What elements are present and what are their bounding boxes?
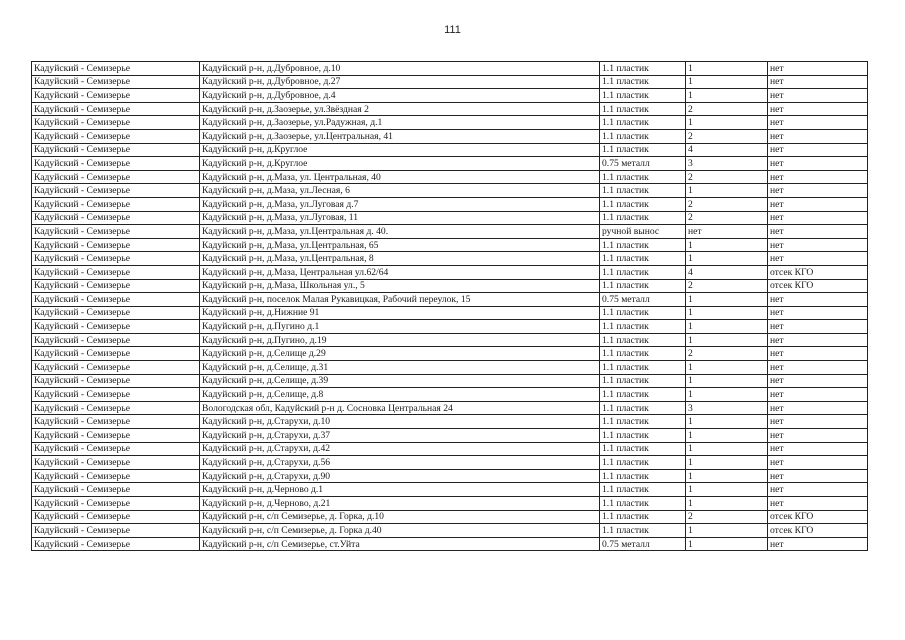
- district-cell: Кадуйский - Семизерье: [32, 497, 200, 511]
- kgo-compartment-cell: нет: [768, 170, 868, 184]
- address-cell: Кадуйский р-н, д.Дубровное, д.4: [200, 89, 600, 103]
- container-type-cell: 1.1 пластик: [600, 238, 686, 252]
- container-count-cell: 1: [686, 320, 768, 334]
- table-row: [32, 170, 868, 184]
- table-row: [32, 456, 868, 470]
- district-cell: Кадуйский - Семизерье: [32, 306, 200, 320]
- container-type-cell: 1.1 пластик: [600, 89, 686, 103]
- container-type-cell: 1.1 пластик: [600, 211, 686, 225]
- district-cell: Кадуйский - Семизерье: [32, 170, 200, 184]
- district-cell: Кадуйский - Семизерье: [32, 157, 200, 171]
- container-type-cell: 1.1 пластик: [600, 415, 686, 429]
- address-cell: Кадуйский р-н, д.Селище, д.39: [200, 374, 600, 388]
- container-count-cell: нет: [686, 225, 768, 239]
- district-cell: Кадуйский - Семизерье: [32, 442, 200, 456]
- district-cell: Кадуйский - Семизерье: [32, 293, 200, 307]
- address-cell: Кадуйский р-н, д.Маза, ул.Луговая д.7: [200, 197, 600, 211]
- kgo-compartment-cell: нет: [768, 442, 868, 456]
- container-count-cell: 1: [686, 537, 768, 551]
- container-count-cell: 4: [686, 265, 768, 279]
- container-count-cell: 2: [686, 170, 768, 184]
- container-type-cell: 1.1 пластик: [600, 102, 686, 116]
- table-row: [32, 197, 868, 211]
- address-cell: Кадуйский р-н, д.Маза, ул.Центральная, 8: [200, 252, 600, 266]
- container-type-cell: 1.1 пластик: [600, 374, 686, 388]
- kgo-compartment-cell: нет: [768, 306, 868, 320]
- kgo-compartment-cell: нет: [768, 347, 868, 361]
- table-row: [32, 89, 868, 103]
- container-type-cell: 1.1 пластик: [600, 197, 686, 211]
- kgo-compartment-cell: нет: [768, 129, 868, 143]
- container-type-cell: 1.1 пластик: [600, 469, 686, 483]
- table-row: [32, 361, 868, 375]
- kgo-compartment-cell: нет: [768, 333, 868, 347]
- address-cell: Кадуйский р-н, д.Старухи, д.42: [200, 442, 600, 456]
- address-cell: Кадуйский р-н, д.Нижние 91: [200, 306, 600, 320]
- table-row: [32, 157, 868, 171]
- table-row: [32, 469, 868, 483]
- container-count-cell: 1: [686, 293, 768, 307]
- container-type-cell: 1.1 пластик: [600, 279, 686, 293]
- container-type-cell: 0.75 металл: [600, 293, 686, 307]
- address-cell: Кадуйский р-н, д.Старухи, д.37: [200, 429, 600, 443]
- table-row: [32, 415, 868, 429]
- kgo-compartment-cell: отсек КГО: [768, 524, 868, 538]
- container-type-cell: 0.75 металл: [600, 157, 686, 171]
- container-count-cell: 1: [686, 415, 768, 429]
- address-cell: Кадуйский р-н, д.Пугино, д.19: [200, 333, 600, 347]
- table-row: [32, 116, 868, 130]
- address-cell: Кадуйский р-н, д.Пугино д.1: [200, 320, 600, 334]
- container-type-cell: 1.1 пластик: [600, 483, 686, 497]
- district-cell: Кадуйский - Семизерье: [32, 401, 200, 415]
- district-cell: Кадуйский - Семизерье: [32, 116, 200, 130]
- kgo-compartment-cell: отсек КГО: [768, 279, 868, 293]
- district-cell: Кадуйский - Семизерье: [32, 129, 200, 143]
- district-cell: Кадуйский - Семизерье: [32, 225, 200, 239]
- container-count-cell: 1: [686, 429, 768, 443]
- kgo-compartment-cell: нет: [768, 537, 868, 551]
- district-cell: Кадуйский - Семизерье: [32, 415, 200, 429]
- container-count-cell: 1: [686, 497, 768, 511]
- page-number: 111: [444, 24, 461, 36]
- district-cell: Кадуйский - Семизерье: [32, 429, 200, 443]
- table-row: [32, 388, 868, 402]
- container-count-cell: 1: [686, 306, 768, 320]
- container-count-cell: 2: [686, 347, 768, 361]
- kgo-compartment-cell: нет: [768, 102, 868, 116]
- container-count-cell: 3: [686, 401, 768, 415]
- district-cell: Кадуйский - Семизерье: [32, 62, 200, 76]
- container-type-cell: 1.1 пластик: [600, 184, 686, 198]
- district-cell: Кадуйский - Семизерье: [32, 89, 200, 103]
- kgo-compartment-cell: нет: [768, 469, 868, 483]
- table-row: [32, 75, 868, 89]
- district-cell: Кадуйский - Семизерье: [32, 456, 200, 470]
- address-cell: Вологодская обл, Кадуйский р-н д. Сосновка Центральная 24: [200, 401, 600, 415]
- address-cell: Кадуйский р-н, с/п Семизерье, д. Горка д.40: [200, 524, 600, 538]
- district-cell: Кадуйский - Семизерье: [32, 469, 200, 483]
- table-row: [32, 374, 868, 388]
- kgo-compartment-cell: нет: [768, 157, 868, 171]
- table-row: [32, 211, 868, 225]
- container-type-cell: 1.1 пластик: [600, 497, 686, 511]
- district-cell: Кадуйский - Семизерье: [32, 510, 200, 524]
- address-cell: Кадуйский р-н, д.Дубровное, д.10: [200, 62, 600, 76]
- table-row: [32, 497, 868, 511]
- address-cell: Кадуйский р-н, д.Маза, ул.Центральная, 65: [200, 238, 600, 252]
- table-row: [32, 524, 868, 538]
- district-cell: Кадуйский - Семизерье: [32, 361, 200, 375]
- container-type-cell: 1.1 пластик: [600, 347, 686, 361]
- district-cell: Кадуйский - Семизерье: [32, 483, 200, 497]
- kgo-compartment-cell: отсек КГО: [768, 265, 868, 279]
- kgo-compartment-cell: нет: [768, 62, 868, 76]
- address-cell: Кадуйский р-н, поселок Малая Рукавицкая, Рабочий переулок, 15: [200, 293, 600, 307]
- district-cell: Кадуйский - Семизерье: [32, 143, 200, 157]
- district-cell: Кадуйский - Семизерье: [32, 333, 200, 347]
- container-count-cell: 1: [686, 442, 768, 456]
- table-row: [32, 265, 868, 279]
- address-cell: Кадуйский р-н, д.Маза, ул.Центральная д. 40.: [200, 225, 600, 239]
- container-count-cell: 4: [686, 143, 768, 157]
- kgo-compartment-cell: нет: [768, 401, 868, 415]
- container-count-cell: 1: [686, 184, 768, 198]
- kgo-compartment-cell: нет: [768, 320, 868, 334]
- table-row: [32, 510, 868, 524]
- container-type-cell: 1.1 пластик: [600, 333, 686, 347]
- address-cell: Кадуйский р-н, д.Маза, Центральная ул.62/64: [200, 265, 600, 279]
- container-count-cell: 1: [686, 483, 768, 497]
- table-row: [32, 225, 868, 239]
- table-row: [32, 238, 868, 252]
- container-type-cell: ручной вынос: [600, 225, 686, 239]
- table-row: [32, 429, 868, 443]
- table-row: [32, 483, 868, 497]
- kgo-compartment-cell: нет: [768, 211, 868, 225]
- kgo-compartment-cell: нет: [768, 184, 868, 198]
- table-row: [32, 333, 868, 347]
- kgo-compartment-cell: нет: [768, 293, 868, 307]
- container-type-cell: 1.1 пластик: [600, 456, 686, 470]
- container-type-cell: 1.1 пластик: [600, 524, 686, 538]
- kgo-compartment-cell: нет: [768, 429, 868, 443]
- address-cell: Кадуйский р-н, д.Заозерье, ул.Центральная, 41: [200, 129, 600, 143]
- table-body: [32, 62, 868, 551]
- address-cell: Кадуйский р-н, д.Черново, д.21: [200, 497, 600, 511]
- address-cell: Кадуйский р-н, д.Маза, Школьная ул., 5: [200, 279, 600, 293]
- container-count-cell: 1: [686, 469, 768, 483]
- container-type-cell: 1.1 пластик: [600, 510, 686, 524]
- kgo-compartment-cell: нет: [768, 89, 868, 103]
- container-type-cell: 1.1 пластик: [600, 361, 686, 375]
- container-count-cell: 2: [686, 279, 768, 293]
- container-count-cell: 2: [686, 197, 768, 211]
- container-type-cell: 1.1 пластик: [600, 320, 686, 334]
- container-type-cell: 1.1 пластик: [600, 170, 686, 184]
- address-cell: Кадуйский р-н, д.Старухи, д.90: [200, 469, 600, 483]
- container-type-cell: 1.1 пластик: [600, 252, 686, 266]
- address-cell: Кадуйский р-н, д.Маза, ул.Лесная, 6: [200, 184, 600, 198]
- kgo-compartment-cell: нет: [768, 143, 868, 157]
- table-row: [32, 537, 868, 551]
- container-count-cell: 1: [686, 333, 768, 347]
- container-type-cell: 1.1 пластик: [600, 143, 686, 157]
- address-cell: Кадуйский р-н, с/п Семизерье, ст.Уйта: [200, 537, 600, 551]
- table-row: [32, 143, 868, 157]
- kgo-compartment-cell: нет: [768, 456, 868, 470]
- address-cell: Кадуйский р-н, д.Круглое: [200, 157, 600, 171]
- table-row: [32, 129, 868, 143]
- table-row: [32, 442, 868, 456]
- container-type-cell: 1.1 пластик: [600, 401, 686, 415]
- kgo-compartment-cell: нет: [768, 483, 868, 497]
- container-count-cell: 1: [686, 89, 768, 103]
- district-cell: Кадуйский - Семизерье: [32, 374, 200, 388]
- address-cell: Кадуйский р-н, д.Селище, д.8: [200, 388, 600, 402]
- district-cell: Кадуйский - Семизерье: [32, 320, 200, 334]
- district-cell: Кадуйский - Семизерье: [32, 252, 200, 266]
- container-count-cell: 1: [686, 62, 768, 76]
- table-row: [32, 401, 868, 415]
- container-type-cell: 1.1 пластик: [600, 429, 686, 443]
- kgo-compartment-cell: нет: [768, 75, 868, 89]
- container-type-cell: 1.1 пластик: [600, 75, 686, 89]
- table-row: [32, 102, 868, 116]
- table-row: [32, 347, 868, 361]
- container-count-cell: 2: [686, 211, 768, 225]
- kgo-compartment-cell: нет: [768, 116, 868, 130]
- container-count-cell: 1: [686, 75, 768, 89]
- table-row: [32, 279, 868, 293]
- kgo-compartment-cell: нет: [768, 252, 868, 266]
- table-row: [32, 62, 868, 76]
- district-cell: Кадуйский - Семизерье: [32, 197, 200, 211]
- kgo-compartment-cell: нет: [768, 238, 868, 252]
- container-count-cell: 2: [686, 510, 768, 524]
- kgo-compartment-cell: нет: [768, 497, 868, 511]
- district-cell: Кадуйский - Семизерье: [32, 238, 200, 252]
- container-count-cell: 1: [686, 361, 768, 375]
- table-row: [32, 306, 868, 320]
- address-cell: Кадуйский р-н, д.Круглое: [200, 143, 600, 157]
- kgo-compartment-cell: нет: [768, 197, 868, 211]
- table-row: [32, 184, 868, 198]
- address-cell: Кадуйский р-н, д.Селище, д.31: [200, 361, 600, 375]
- container-count-cell: 1: [686, 252, 768, 266]
- table-row: [32, 293, 868, 307]
- address-cell: Кадуйский р-н, д.Заозерье, ул.Радужная, д.1: [200, 116, 600, 130]
- container-type-cell: 1.1 пластик: [600, 306, 686, 320]
- address-cell: Кадуйский р-н, д.Старухи, д.56: [200, 456, 600, 470]
- address-cell: Кадуйский р-н, д.Селище д.29: [200, 347, 600, 361]
- kgo-compartment-cell: нет: [768, 361, 868, 375]
- district-cell: Кадуйский - Семизерье: [32, 347, 200, 361]
- container-count-cell: 1: [686, 456, 768, 470]
- district-cell: Кадуйский - Семизерье: [32, 211, 200, 225]
- container-count-cell: 2: [686, 129, 768, 143]
- address-cell: Кадуйский р-н, д.Старухи, д.10: [200, 415, 600, 429]
- district-cell: Кадуйский - Семизерье: [32, 75, 200, 89]
- container-count-cell: 1: [686, 374, 768, 388]
- table-row: [32, 252, 868, 266]
- district-cell: Кадуйский - Семизерье: [32, 279, 200, 293]
- district-cell: Кадуйский - Семизерье: [32, 537, 200, 551]
- kgo-compartment-cell: отсек КГО: [768, 510, 868, 524]
- kgo-compartment-cell: нет: [768, 225, 868, 239]
- address-cell: Кадуйский р-н, д.Заозерье, ул.Звёздная 2: [200, 102, 600, 116]
- district-cell: Кадуйский - Семизерье: [32, 265, 200, 279]
- address-cell: Кадуйский р-н, д.Дубровное, д.27: [200, 75, 600, 89]
- address-cell: Кадуйский р-н, д.Маза, ул.Луговая, 11: [200, 211, 600, 225]
- container-count-cell: 2: [686, 102, 768, 116]
- container-count-cell: 1: [686, 388, 768, 402]
- address-cell: Кадуйский р-н, д.Черново д.1: [200, 483, 600, 497]
- address-cell: Кадуйский р-н, д.Маза, ул. Центральная, 40: [200, 170, 600, 184]
- container-type-cell: 1.1 пластик: [600, 388, 686, 402]
- district-cell: Кадуйский - Семизерье: [32, 524, 200, 538]
- container-count-cell: 1: [686, 238, 768, 252]
- container-count-cell: 1: [686, 116, 768, 130]
- kgo-compartment-cell: нет: [768, 415, 868, 429]
- district-cell: Кадуйский - Семизерье: [32, 102, 200, 116]
- container-type-cell: 1.1 пластик: [600, 442, 686, 456]
- container-type-cell: 1.1 пластик: [600, 62, 686, 76]
- container-type-cell: 0.75 металл: [600, 537, 686, 551]
- kgo-compartment-cell: нет: [768, 388, 868, 402]
- district-cell: Кадуйский - Семизерье: [32, 184, 200, 198]
- kgo-compartment-cell: нет: [768, 374, 868, 388]
- container-count-cell: 3: [686, 157, 768, 171]
- container-type-cell: 1.1 пластик: [600, 265, 686, 279]
- container-type-cell: 1.1 пластик: [600, 116, 686, 130]
- table-row: [32, 320, 868, 334]
- container-count-cell: 1: [686, 524, 768, 538]
- district-cell: Кадуйский - Семизерье: [32, 388, 200, 402]
- container-sites-table: [31, 61, 868, 551]
- container-type-cell: 1.1 пластик: [600, 129, 686, 143]
- address-cell: Кадуйский р-н, с/п Семизерье, д. Горка, д.10: [200, 510, 600, 524]
